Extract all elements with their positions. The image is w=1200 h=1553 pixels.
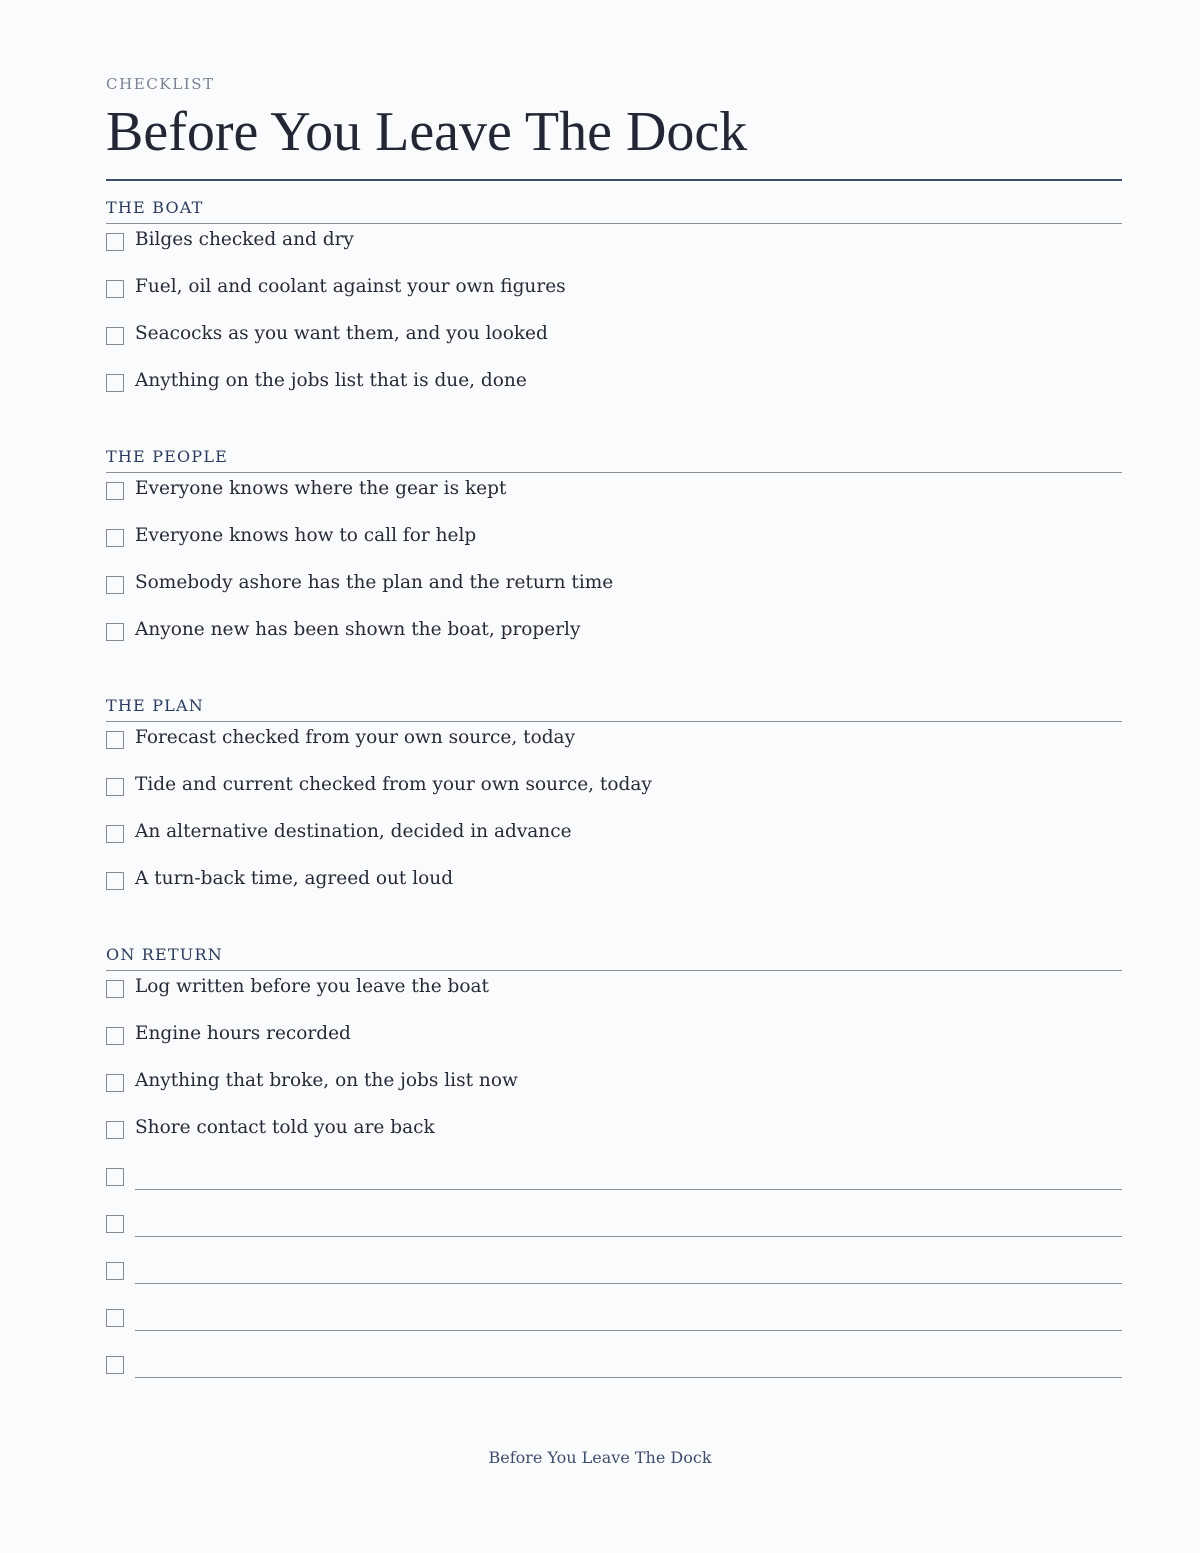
- checklist-item-label: Shore contact told you are back: [135, 1117, 435, 1138]
- section-heading-label: ON RETURN: [106, 945, 223, 964]
- blank-checklist-item: [106, 1159, 1122, 1206]
- checklist-item-label: Everyone knows where the gear is kept: [135, 478, 507, 499]
- write-in-line[interactable]: [135, 1189, 1122, 1190]
- checkbox[interactable]: [106, 1168, 124, 1186]
- checklist-item: [106, 224, 1122, 271]
- checklist-item-label: Seacocks as you want them, and you looked: [135, 323, 548, 344]
- section-heading: [106, 447, 1122, 473]
- checklist-item-label: Engine hours recorded: [135, 1023, 351, 1044]
- checklist-item: [106, 971, 1122, 1018]
- checklist-item: [106, 769, 1122, 816]
- checkbox[interactable]: [106, 374, 124, 392]
- checklist-item: [106, 520, 1122, 567]
- checkbox[interactable]: [106, 1121, 124, 1139]
- checklist-item: [106, 473, 1122, 520]
- write-in-line[interactable]: [135, 1377, 1122, 1378]
- checkbox[interactable]: [106, 1074, 124, 1092]
- section-the-people: [106, 447, 1122, 661]
- checklist-item-label: An alternative destination, decided in advance: [135, 821, 572, 842]
- checklist-item-label: Anyone new has been shown the boat, properly: [135, 619, 581, 640]
- title-divider: [106, 179, 1122, 181]
- checkbox[interactable]: [106, 1215, 124, 1233]
- checklist-item-label: Forecast checked from your own source, today: [135, 727, 576, 748]
- checkbox[interactable]: [106, 778, 124, 796]
- checklist-item: [106, 816, 1122, 863]
- write-in-line[interactable]: [135, 1283, 1122, 1284]
- section-heading: [106, 696, 1122, 722]
- section-heading-label: THE BOAT: [106, 198, 204, 217]
- page-footer: Before You Leave The Dock: [488, 1448, 712, 1467]
- checklist-item-label: Bilges checked and dry: [135, 229, 354, 250]
- checklist-item: [106, 318, 1122, 365]
- checkbox[interactable]: [106, 529, 124, 547]
- checkbox[interactable]: [106, 825, 124, 843]
- checkbox[interactable]: [106, 280, 124, 298]
- section-heading-label: THE PEOPLE: [106, 447, 229, 466]
- checkbox[interactable]: [106, 872, 124, 890]
- checkbox[interactable]: [106, 576, 124, 594]
- checklist-item: [106, 1112, 1122, 1159]
- section-the-boat: [106, 198, 1122, 412]
- checklist-item: [106, 1065, 1122, 1112]
- checklist-item-label: Everyone knows how to call for help: [135, 525, 477, 546]
- checklist-item: [106, 365, 1122, 412]
- checklist-item: [106, 271, 1122, 318]
- section-heading: [106, 945, 1122, 971]
- checkbox[interactable]: [106, 482, 124, 500]
- section-the-plan: [106, 696, 1122, 910]
- checklist-item: [106, 614, 1122, 661]
- checkbox[interactable]: [106, 1027, 124, 1045]
- checkbox[interactable]: [106, 327, 124, 345]
- checkbox[interactable]: [106, 233, 124, 251]
- checklist-item-label: Fuel, oil and coolant against your own figures: [135, 276, 566, 297]
- checklist-item: [106, 863, 1122, 910]
- checklist-item-label: Tide and current checked from your own source, today: [135, 774, 652, 795]
- section-heading: [106, 198, 1122, 224]
- checklist-item-label: Somebody ashore has the plan and the return time: [135, 572, 614, 593]
- blank-checklist-item: [106, 1253, 1122, 1300]
- page-title: Before You Leave The Dock: [106, 101, 748, 163]
- blank-checklist-item: [106, 1206, 1122, 1253]
- checkbox[interactable]: [106, 980, 124, 998]
- blank-checklist-item: [106, 1347, 1122, 1394]
- write-in-line[interactable]: [135, 1236, 1122, 1237]
- checklist-item: [106, 567, 1122, 614]
- checkbox[interactable]: [106, 623, 124, 641]
- checklist-item: [106, 1018, 1122, 1065]
- section-on-return: [106, 945, 1122, 1394]
- checkbox[interactable]: [106, 731, 124, 749]
- blank-checklist-item: [106, 1300, 1122, 1347]
- page-eyebrow: CHECKLIST: [106, 75, 215, 93]
- checkbox[interactable]: [106, 1309, 124, 1327]
- checklist-item-label: A turn-back time, agreed out loud: [135, 868, 454, 889]
- write-in-line[interactable]: [135, 1330, 1122, 1331]
- checklist-item-label: Anything on the jobs list that is due, done: [135, 370, 527, 391]
- checkbox[interactable]: [106, 1262, 124, 1280]
- checkbox[interactable]: [106, 1356, 124, 1374]
- section-heading-label: THE PLAN: [106, 696, 204, 715]
- checklist-item: [106, 722, 1122, 769]
- checklist-item-label: Log written before you leave the boat: [135, 976, 489, 997]
- checklist-item-label: Anything that broke, on the jobs list now: [135, 1070, 518, 1091]
